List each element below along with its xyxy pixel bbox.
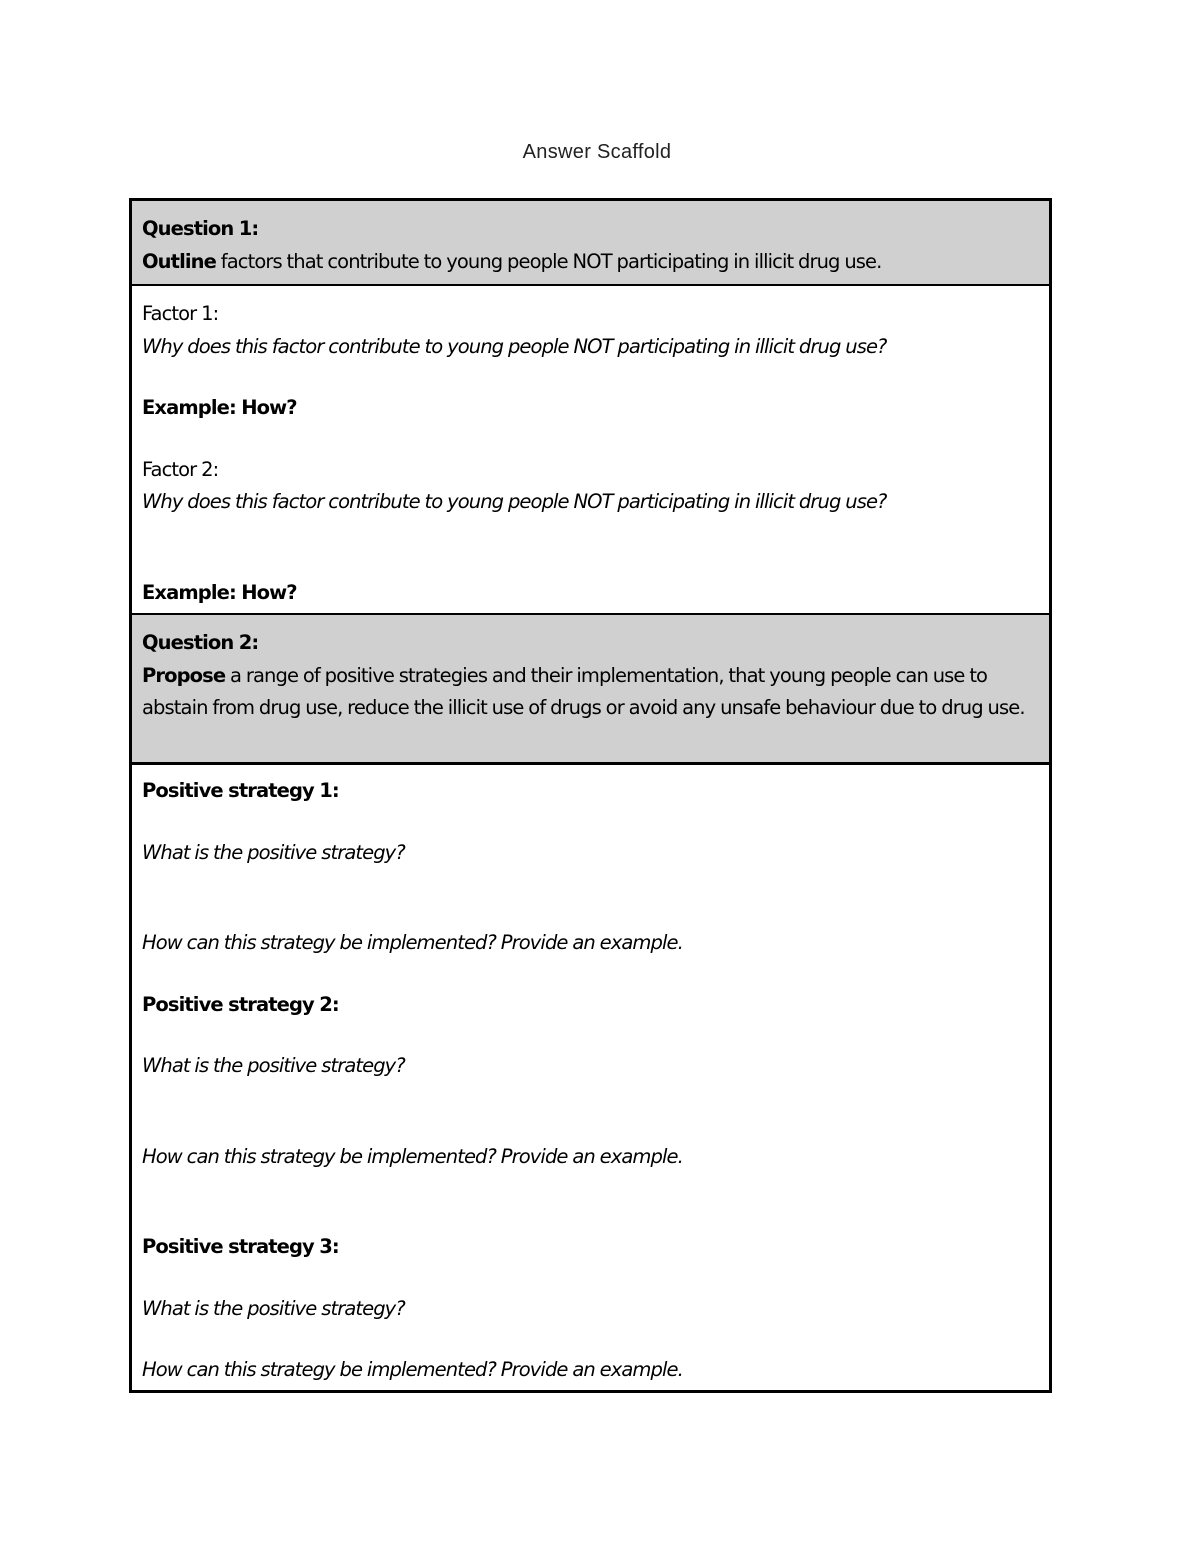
factors-cell bbox=[132, 284, 1049, 613]
strategy-3-what: What is the positive strategy? bbox=[142, 1296, 405, 1320]
strategy-2-what: What is the positive strategy? bbox=[142, 1054, 405, 1077]
strategy-2-label: Positive strategy 2: bbox=[142, 992, 339, 1016]
factor-2-prompt: Why does this factor contribute to young people NOT participating in illicit drug use? bbox=[142, 490, 887, 513]
question-2-label: Question 2: bbox=[142, 631, 259, 654]
strategy-1-label: Positive strategy 1: bbox=[142, 779, 339, 802]
factor-1-example: Example: How? bbox=[142, 396, 297, 419]
strategy-1-how: How can this strategy be implemented? Provide an example. bbox=[142, 931, 683, 954]
factor-2-example: Example: How? bbox=[142, 580, 297, 604]
factor-1-prompt: Why does this factor contribute to young people NOT participating in illicit drug use? bbox=[142, 334, 887, 358]
strategy-3-label: Positive strategy 3: bbox=[142, 1235, 339, 1258]
question-2-keyword: Propose bbox=[142, 663, 226, 687]
page-title: Answer Scaffold bbox=[522, 141, 672, 163]
question-2-cell bbox=[132, 613, 1049, 762]
factor-2-label: Factor 2: bbox=[142, 457, 219, 481]
question-2-text: Propose a range of positive strategies and their implementation, that young people can use to abstain from drug use, reduce the illicit use of drugs or avoid any unsafe behaviour due to drug use. bbox=[142, 663, 1025, 719]
answer-scaffold-table bbox=[129, 198, 1052, 1393]
question-1-keyword: Outline bbox=[142, 249, 216, 273]
strategy-3-how: How can this strategy be implemented? Provide an example. bbox=[142, 1358, 683, 1381]
strategy-2-how: How can this strategy be implemented? Provide an example. bbox=[142, 1144, 683, 1168]
strategy-1-what: What is the positive strategy? bbox=[142, 840, 405, 864]
question-1-text: Outline factors that contribute to young people NOT participating in illicit drug use. bbox=[142, 249, 882, 273]
question-1-cell bbox=[132, 201, 1049, 284]
factor-1-label: Factor 1: bbox=[142, 302, 219, 325]
strategies-cell bbox=[132, 762, 1049, 1390]
question-1-label: Question 1: bbox=[142, 217, 259, 240]
